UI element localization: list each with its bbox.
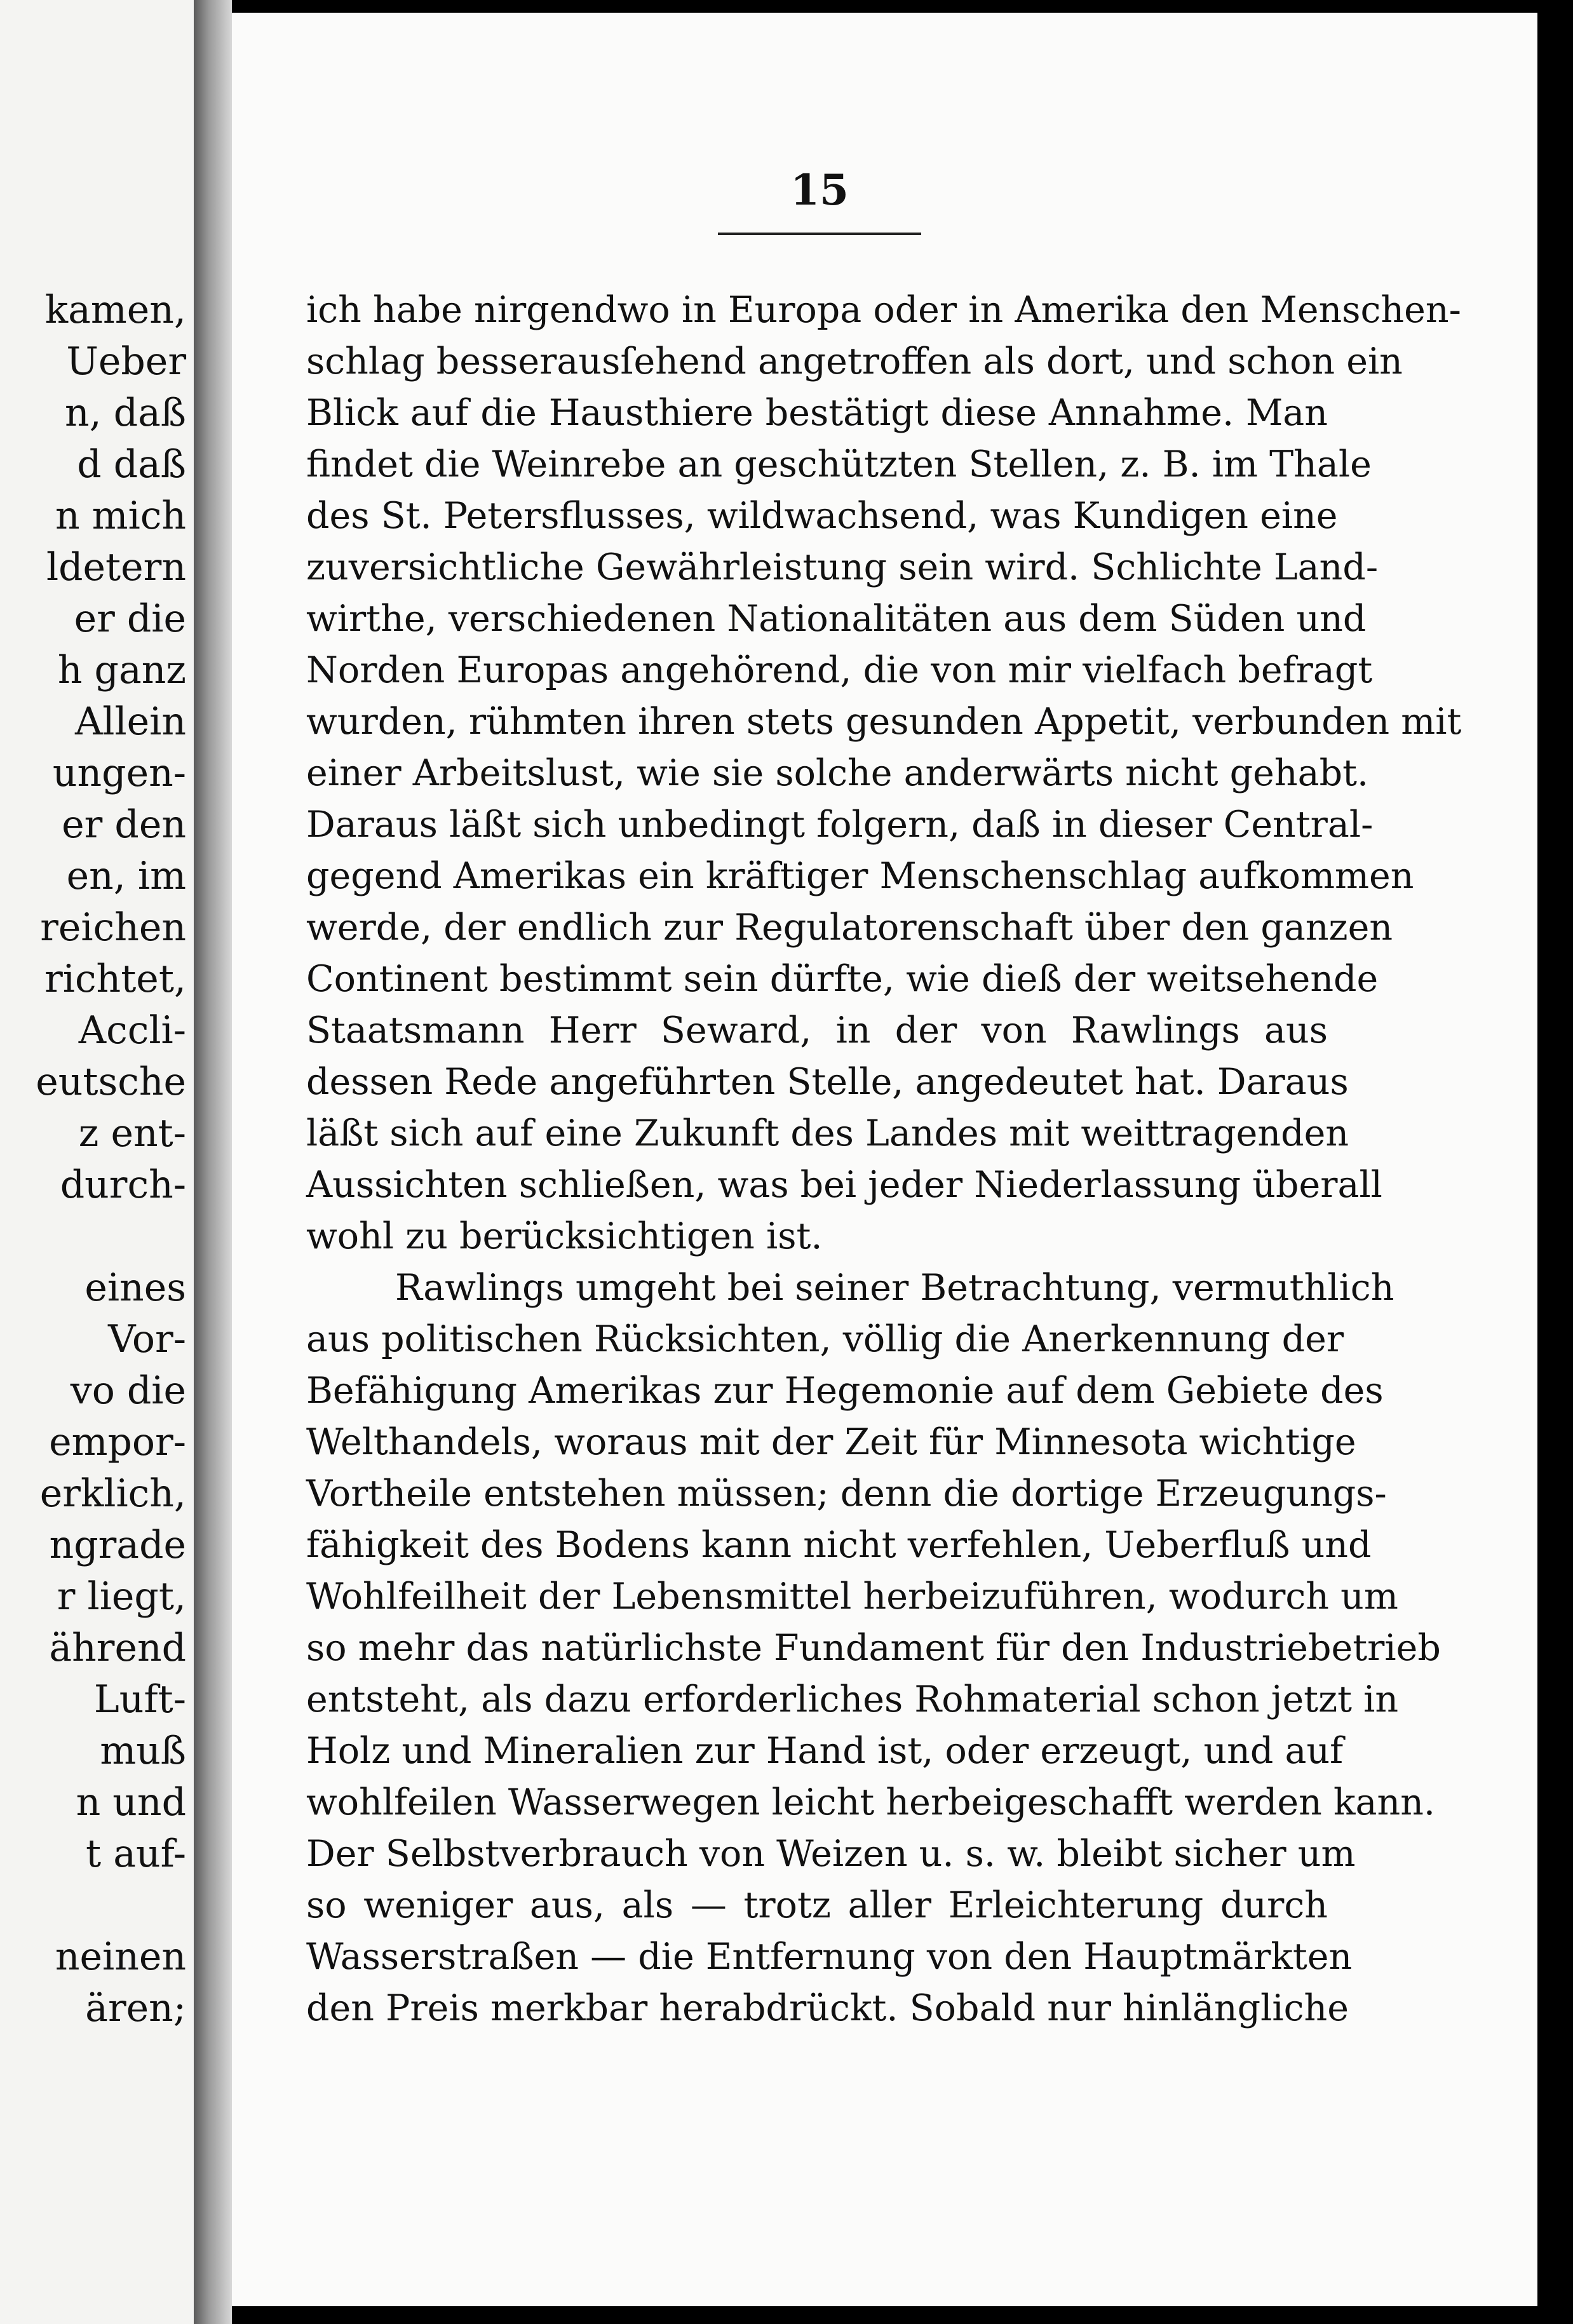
facing-page-line: durch- — [60, 1163, 186, 1207]
text-line: gegend Amerikas ein kräftiger Menschenschlag aufkommen — [306, 855, 1414, 897]
facing-page-line: er den — [62, 802, 186, 847]
facing-page-line: ldetern — [46, 545, 186, 590]
text-line: fähigkeit des Bodens kann nicht verfehlen, Ueberfluß und — [306, 1524, 1372, 1566]
facing-page-line: Luft- — [93, 1677, 186, 1722]
facing-page-line: richtet, — [44, 957, 186, 1001]
text-line: Befähigung Amerikas zur Hegemonie auf dem Gebiete des — [306, 1370, 1384, 1412]
facing-page-line: en, im — [66, 854, 186, 898]
paragraph-1 — [306, 285, 1462, 1262]
text-line: ich habe nirgendwo in Europa oder in Amerika den Menschen- — [306, 289, 1461, 331]
text-line: so weniger aus, als — trotz aller Erleichterung durch — [306, 1884, 1328, 1926]
facing-page-line: ngrade — [49, 1523, 186, 1567]
text-line: findet die Weinrebe an geschützten Stellen, z. B. im Thale — [306, 443, 1372, 485]
facing-page-text — [36, 285, 186, 2034]
facing-page-line: empor- — [49, 1420, 186, 1464]
text-line: wirthe, verschiedenen Nationalitäten aus dem Süden und — [306, 598, 1367, 640]
facing-page-line: ährend — [49, 1626, 186, 1670]
facing-page-line: neinen — [55, 1935, 186, 1979]
facing-page-line: eutsche — [36, 1060, 186, 1104]
facing-page-line: vo die — [70, 1368, 186, 1413]
text-line: Staatsmann Herr Seward, in der von Rawlings aus — [306, 1010, 1328, 1051]
text-line: läßt sich auf eine Zukunft des Landes mit weittragenden — [306, 1112, 1349, 1154]
page-number: 15 — [790, 165, 849, 215]
text-line: Wasserstraßen — die Entfernung von den Hauptmärkten — [306, 1936, 1353, 1978]
text-line: werde, der endlich zur Regulatorenschaft über den ganzen — [306, 907, 1393, 949]
text-line: schlag besserausſehend angetroffen als dort, und schon ein — [306, 341, 1403, 382]
facing-page-line: n und — [76, 1780, 186, 1825]
text-line: Continent bestimmt sein dürfte, wie dieß der weitsehende — [306, 958, 1379, 1000]
facing-page-line: z ent- — [78, 1111, 186, 1156]
facing-page-line: Allein — [74, 699, 186, 744]
text-line: wohl zu berücksichtigen ist. — [306, 1215, 823, 1257]
text-line: wohlfeilen Wasserwegen leicht herbeigeschafft werden kann. — [306, 1781, 1436, 1823]
text-line: Vortheile entstehen müssen; denn die dortige Erzeugungs- — [306, 1473, 1387, 1515]
text-line: zuversichtliche Gewährleistung sein wird. Schlichte Land- — [306, 546, 1379, 588]
facing-page-line: erklich, — [39, 1471, 186, 1516]
facing-page-line: kamen, — [44, 288, 186, 332]
paragraph-2 — [306, 1262, 1441, 2034]
facing-page-line: eines — [84, 1266, 186, 1310]
book-gutter — [194, 0, 232, 2324]
facing-page-line: h ganz — [57, 648, 186, 692]
text-line: des St. Petersflusses, wildwachsend, was Kundigen eine — [306, 495, 1338, 537]
facing-page-line: n, daß — [64, 391, 186, 435]
facing-page-line: reichen — [40, 905, 186, 950]
header-rule — [718, 233, 921, 235]
facing-page-line: ungen- — [52, 751, 186, 795]
text-line: einer Arbeitslust, wie sie solche anderwärts nicht gehabt. — [306, 752, 1369, 794]
text-line: Welthandels, woraus mit der Zeit für Minnesota wichtige — [306, 1421, 1356, 1463]
facing-page-line: er die — [74, 597, 186, 641]
facing-page-line — [36, 1211, 186, 1262]
facing-page-line: n mich — [55, 494, 186, 538]
facing-page-line: r liegt, — [57, 1574, 186, 1619]
page-edge — [1537, 0, 1573, 2324]
text-line: entsteht, als dazu erforderliches Rohmaterial schon jetzt in — [306, 1679, 1399, 1720]
text-line: Blick auf die Hausthiere bestätigt diese Annahme. Man — [306, 392, 1328, 434]
facing-page-line: d daß — [77, 442, 186, 487]
text-line: so mehr das natürlichste Fundament für den Industriebetrieb — [306, 1627, 1441, 1669]
facing-page — [0, 0, 194, 2324]
facing-page-line: Vor- — [108, 1317, 186, 1361]
facing-page-line: Accli- — [78, 1008, 186, 1053]
text-line: dessen Rede angeführten Stelle, angedeutet hat. Daraus — [306, 1061, 1349, 1103]
facing-page-line: muß — [100, 1729, 186, 1773]
text-line: Rawlings umgeht bei seiner Betrachtung, vermuthlich — [395, 1267, 1394, 1309]
text-line: wurden, rühmten ihren stets gesunden Appetit, verbunden mit — [306, 701, 1462, 743]
text-line: den Preis merkbar herabdrückt. Sobald nur hinlängliche — [306, 1987, 1349, 2029]
text-line: Aussichten schließen, was bei jeder Niederlassung überall — [306, 1164, 1382, 1206]
text-line: Der Selbstverbrauch von Weizen u. s. w. bleibt sicher um — [306, 1833, 1356, 1875]
body-text — [306, 285, 1462, 2034]
text-line: aus politischen Rücksichten, völlig die Anerkennung der — [306, 1318, 1344, 1360]
text-line: Wohlfeilheit der Lebensmittel herbeizuführen, wodurch um — [306, 1576, 1398, 1618]
facing-page-line: t auf- — [86, 1832, 186, 1876]
facing-page-line: ären; — [85, 1986, 186, 2030]
text-line: Norden Europas angehörend, die von mir vielfach befragt — [306, 649, 1373, 691]
text-line: Daraus läßt sich unbedingt folgern, daß in dieser Central- — [306, 804, 1374, 846]
facing-page-line — [36, 1880, 186, 1931]
facing-page-line: Ueber — [66, 339, 186, 384]
text-line: Holz und Mineralien zur Hand ist, oder erzeugt, und auf — [306, 1730, 1344, 1772]
